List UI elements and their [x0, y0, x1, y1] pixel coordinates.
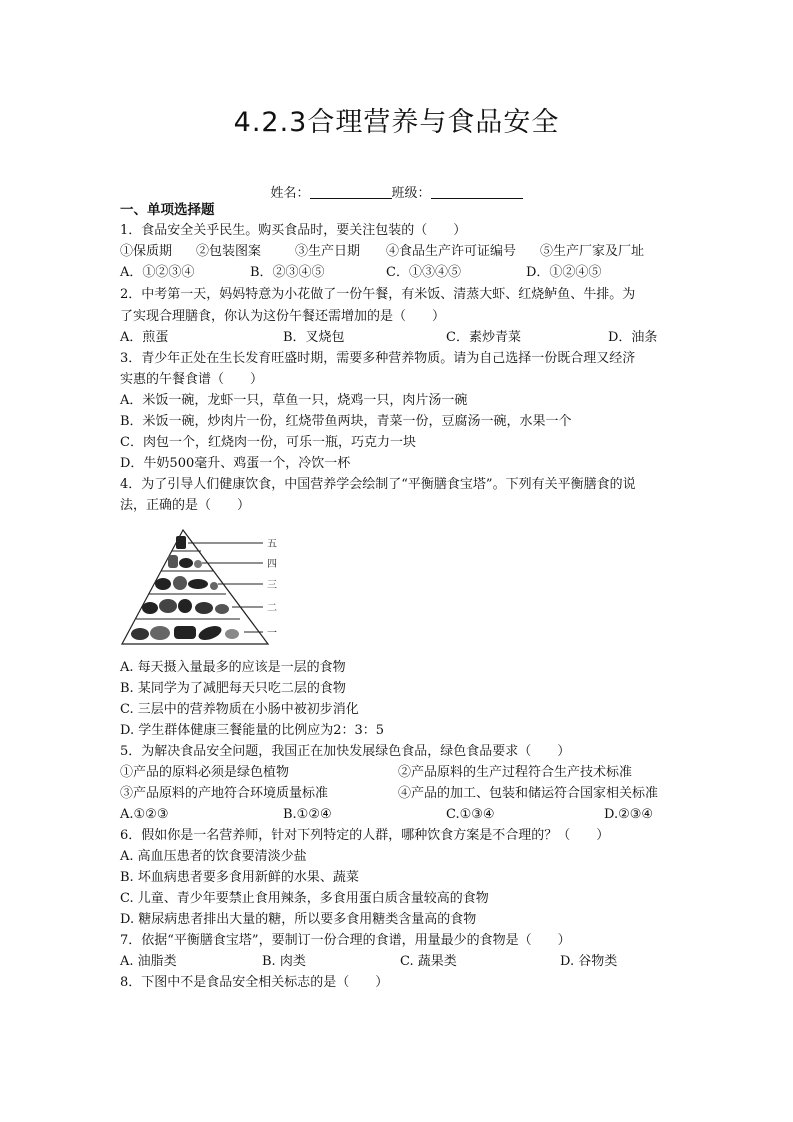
class-blank[interactable]	[431, 184, 523, 199]
q6-option-b[interactable]: B. 坏血病患者要多食用新鲜的水果、蔬菜	[120, 870, 359, 885]
q3-stem-line1: 3．青少年正处在生长发育旺盛时期，需要多种营养物质。请为自己选择一份既合理又经济	[120, 351, 636, 366]
q7-stem: 7．依据“平衡膳食宝塔”，要制订一份合理的食谱，用量最少的食物是（ ）	[120, 933, 571, 948]
pyramid-label-1: 一	[267, 628, 277, 639]
q3-option-c[interactable]: C．肉包一个，红烧肉一份，可乐一瓶，巧克力一块	[120, 435, 416, 450]
q5-option-c[interactable]: C.①③④	[446, 807, 495, 822]
q5-option-a[interactable]: A.①②③	[120, 807, 169, 822]
q5-stem: 5．为解决食品安全问题，我国正在加快发展绿色食品，绿色食品要求（ ）	[120, 744, 571, 759]
pyramid-label-2: 二	[267, 603, 277, 614]
q4-stem-line2: 法，正确的是（ ）	[120, 498, 251, 513]
q5-item-4: ④产品的加工、包装和储运符合国家相关标准	[398, 786, 659, 801]
q2-option-a[interactable]: A．煎蛋	[120, 330, 169, 345]
q5-option-d[interactable]: D.②③④	[604, 807, 654, 822]
page-title: 4.2.3合理营养与食品安全	[233, 107, 560, 138]
q5-item-2: ②产品原料的生产过程符合生产技术标准	[398, 765, 633, 780]
q7-option-b[interactable]: B. 肉类	[262, 954, 306, 969]
q1-option-d[interactable]: D．①②④⑤	[526, 265, 602, 280]
q7-option-d[interactable]: D. 谷物类	[560, 954, 618, 969]
q5-option-b[interactable]: B.①②④	[283, 807, 332, 822]
q1-item-1: ①保质期	[120, 244, 173, 259]
name-label: 姓名：	[270, 186, 310, 201]
class-label: 班级：	[391, 186, 431, 201]
q2-stem-line1: 2．中考第一天，妈妈特意为小花做了一份午餐，有米饭、清蒸大虾、红烧鲈鱼、牛排。为	[120, 287, 636, 302]
pyramid-label-5: 五	[267, 539, 277, 550]
q2-option-b[interactable]: B．叉烧包	[283, 330, 345, 345]
q4-option-c[interactable]: C. 三层中的营养物质在小肠中被初步消化	[120, 702, 359, 717]
name-blank[interactable]	[310, 184, 392, 199]
q6-stem: 6．假如你是一名营养师，针对下列特定的人群，哪种饮食方案是不合理的？（ ）	[120, 828, 610, 843]
q7-option-c[interactable]: C. 蔬果类	[400, 954, 457, 969]
q1-item-5: ⑤生产厂家及厂址	[540, 244, 645, 259]
pyramid-label-4: 四	[267, 559, 277, 570]
q1-item-3: ③生产日期	[295, 244, 361, 259]
q7-option-a[interactable]: A. 油脂类	[120, 954, 177, 969]
q5-item-3: ③产品原料的产地符合环境质量标准	[120, 786, 329, 801]
section-title: 一、单项选择题	[120, 202, 215, 218]
q1-item-4: ④食品生产许可证编号	[386, 244, 517, 259]
q2-stem-line2: 了实现合理膳食，你认为这份午餐还需增加的是（ ）	[120, 309, 446, 324]
q1-item-2: ②包装图案	[196, 244, 262, 259]
q3-option-b[interactable]: B．米饭一碗，炒肉片一份，红烧带鱼两块，青菜一份，豆腐汤一碗，水果一个	[120, 414, 572, 429]
q6-option-a[interactable]: A. 高血压患者的饮食要清淡少盐	[120, 849, 307, 864]
q3-stem-line2: 实惠的午餐食谱（ ）	[120, 372, 264, 387]
q2-option-c[interactable]: C．素炒青菜	[446, 330, 521, 345]
q1-option-b[interactable]: B．②③④⑤	[250, 265, 325, 280]
q4-option-a[interactable]: A. 每天摄入量最多的应该是一层的食物	[120, 660, 346, 675]
q3-option-a[interactable]: A．米饭一碗，龙虾一只，草鱼一只，烧鸡一只，肉片汤一碗	[120, 393, 468, 408]
q4-option-b[interactable]: B. 某同学为了减肥每天只吃二层的食物	[120, 681, 346, 696]
q2-option-d[interactable]: D．油条	[608, 330, 658, 345]
q5-item-1: ①产品的原料必须是绿色植物	[120, 765, 290, 780]
q4-option-d[interactable]: D. 学生群体健康三餐能量的比例应为2：3：5	[120, 723, 385, 738]
q1-stem: 1．食品安全关乎民生。购买食品时，要关注包装的（ ）	[120, 223, 467, 238]
q1-option-a[interactable]: A．①②③④	[120, 265, 195, 280]
q3-option-d[interactable]: D．牛奶500毫升、鸡蛋一个，冷饮一杯	[120, 456, 351, 471]
name-class-line	[0, 182, 793, 201]
q1-option-c[interactable]: C．①③④⑤	[386, 265, 461, 280]
food-pyramid-figure	[118, 526, 288, 650]
q6-option-d[interactable]: D. 糖尿病患者排出大量的糖，所以要多食用糖类含量高的食物	[120, 912, 477, 927]
pyramid-label-3: 三	[267, 580, 277, 591]
q4-stem-line1: 4．为了引导人们健康饮食，中国营养学会绘制了“平衡膳食宝塔”。下列有关平衡膳食的说	[120, 477, 636, 492]
q8-stem: 8．下图中不是食品安全相关标志的是（ ）	[120, 975, 389, 990]
q6-option-c[interactable]: C. 儿童、青少年要禁止食用辣条，多食用蛋白质含量较高的食物	[120, 891, 489, 906]
